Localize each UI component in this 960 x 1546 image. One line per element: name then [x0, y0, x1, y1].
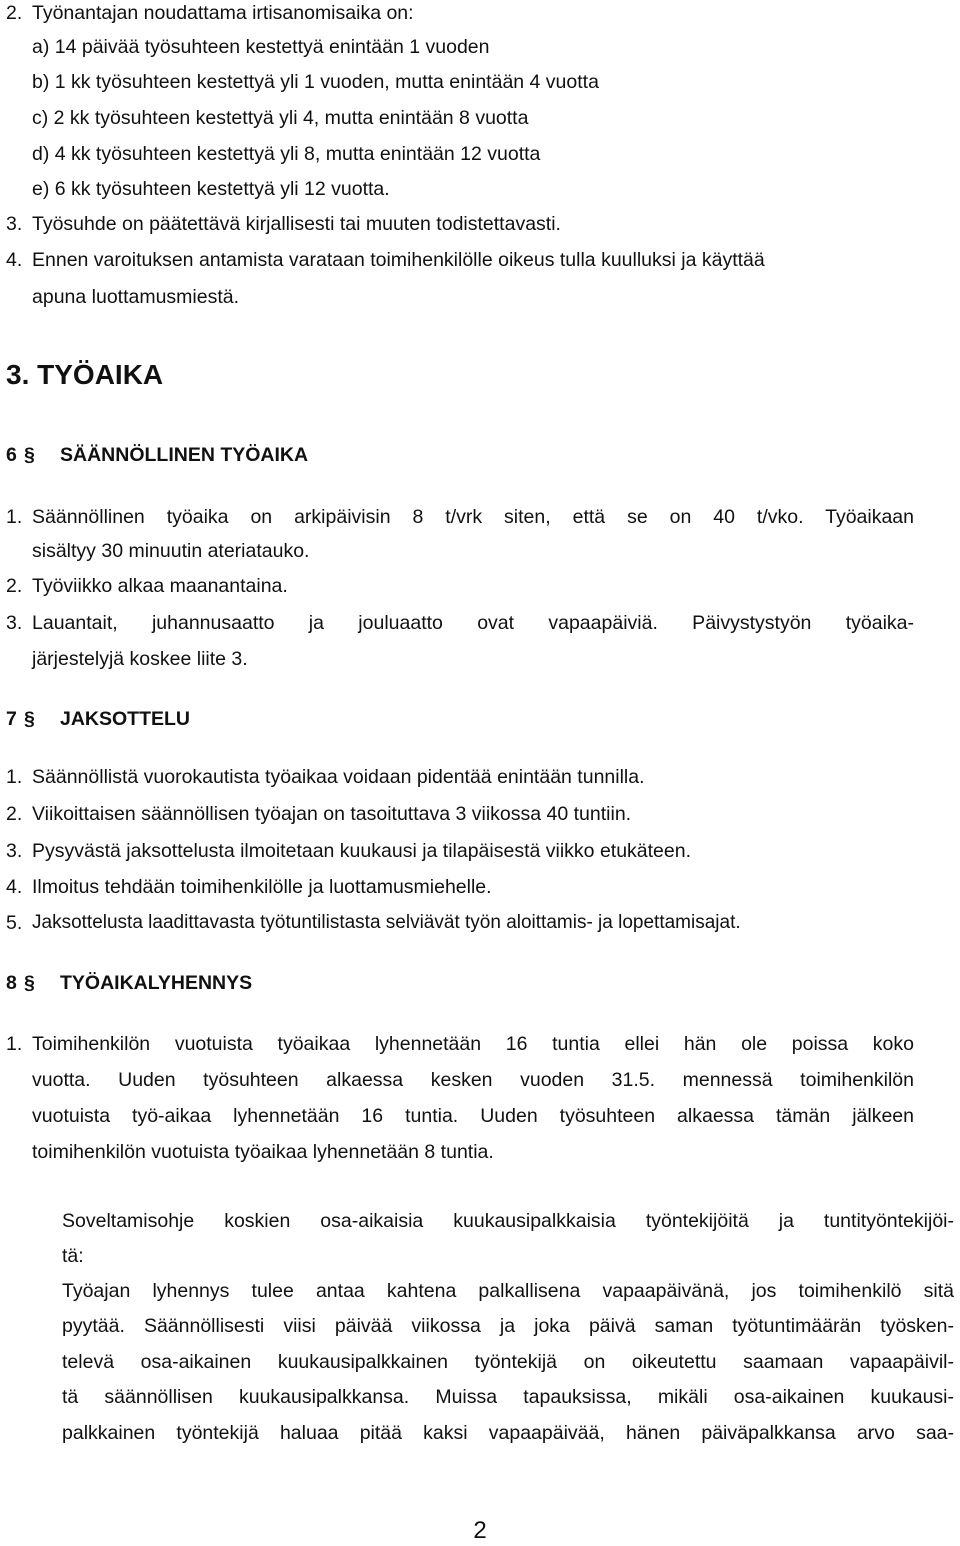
item-text: Lauantait, juhannusaatto ja jouluaatto ovat vapaapäiviä. Päivystystyön työaika-	[32, 612, 914, 634]
item-text: Toimihenkilön vuotuista työaikaa lyhennetään 16 tuntia ellei hän ole poissa koko	[32, 1033, 914, 1055]
section-sign: §	[24, 444, 35, 466]
chapter-title: 3. TYÖAIKA	[6, 359, 164, 390]
item-text	[32, 504, 914, 530]
item-text-continuation: vuotta. Uuden työsuhteen alkaessa kesken vuoden 31.5. mennessä toimihenkilön	[32, 1069, 914, 1091]
guidance-line: Soveltamisohje koskien osa-aikaisia kuukausipalkkaisia työntekijöitä ja tuntityöntekijöi-	[62, 1210, 954, 1232]
option-a: a) 14 päivää työsuhteen kestettyä enintään 1 vuoden	[32, 36, 490, 58]
item-number: 1.	[6, 766, 23, 788]
item-text-continuation: vuotuista työ-aikaa lyhennetään 16 tuntia. Uuden työsuhteen alkaessa tämän jälkeen	[32, 1105, 914, 1127]
item-number: 2.	[6, 803, 23, 825]
item-text: Työnantajan noudattama irtisanomisaika on:	[32, 2, 414, 24]
guidance-line: tä:	[62, 1245, 84, 1267]
guidance-line: pyytää. Säännöllisesti viisi päivää viikossa ja joka päivä saman työtuntimäärän työsken-	[62, 1315, 954, 1337]
item-text: Säännöllistä vuorokautista työaikaa voidaan pidentää enintään tunnilla.	[32, 766, 645, 788]
section-heading-6	[6, 442, 308, 468]
item-number: 2.	[6, 2, 23, 24]
item-number: 3.	[6, 840, 23, 862]
option-e: e) 6 kk työsuhteen kestettyä yli 12 vuotta.	[32, 178, 390, 200]
section-title: SÄÄNNÖLLINEN TYÖAIKA	[60, 444, 309, 466]
option-d: d) 4 kk työsuhteen kestettyä yli 8, mutta enintään 12 vuotta	[32, 143, 541, 165]
item-text-continuation: toimihenkilön vuotuista työaikaa lyhennetään 8 tuntia.	[32, 1141, 494, 1163]
section-heading-8	[6, 970, 252, 996]
guidance-line: palkkainen työntekijä haluaa pitää kaksi vapaapäivää, hänen päiväpalkkansa arvo saa-	[62, 1422, 954, 1444]
section-sign: §	[24, 708, 35, 730]
item-text-continuation: apuna luottamusmiestä.	[32, 286, 240, 308]
section-title: JAKSOTTELU	[60, 708, 191, 730]
item-text: Ennen varoituksen antamista varataan toimihenkilölle oikeus tulla kuulluksi ja käyttää	[32, 249, 765, 271]
item-number: 1.	[6, 506, 23, 528]
option-b: b) 1 kk työsuhteen kestettyä yli 1 vuoden, mutta enintään 4 vuotta	[32, 71, 599, 93]
item-number: 5.	[6, 912, 23, 934]
item-text: Työsuhde on päätettävä kirjallisesti tai muuten todistettavasti.	[32, 213, 561, 235]
section-title: TYÖAIKALYHENNYS	[60, 972, 253, 994]
guidance-line: televä osa-aikainen kuukausipalkkainen työntekijä on oikeutettu saamaan vapaapäivil-	[62, 1351, 954, 1373]
item-number: 1.	[6, 1033, 23, 1055]
item-text: Viikoittaisen säännöllisen työajan on tasoituttava 3 viikossa 40 tuntiin.	[32, 803, 632, 825]
item-number: 3.	[6, 213, 23, 235]
item-text-continuation: järjestelyjä koskee liite 3.	[32, 648, 248, 670]
section-number: 6	[6, 444, 17, 466]
item-number: 4.	[6, 249, 23, 271]
item-number: 4.	[6, 876, 23, 898]
item-number: 2.	[6, 575, 23, 597]
section-heading-7	[6, 706, 190, 732]
item-text: Pysyvästä jaksottelusta ilmoitetaan kuukausi ja tilapäisestä viikko etukäteen.	[32, 840, 692, 862]
item-text: Työviikko alkaa maanantaina.	[32, 575, 288, 597]
section-number: 8	[6, 972, 17, 994]
item-text-continuation: sisältyy 30 minuutin ateriatauko.	[32, 540, 310, 562]
justified-line: Säännöllinen työaika on arkipäivisin 8 t/vrk siten, että se on 40 t/vko. Työaikaan	[32, 506, 914, 528]
item-text: Ilmoitus tehdään toimihenkilölle ja luottamusmiehelle.	[32, 876, 492, 898]
guidance-line: Työajan lyhennys tulee antaa kahtena palkallisena vapaapäivänä, jos toimihenkilö sitä	[62, 1280, 954, 1302]
guidance-line: tä säännöllisen kuukausipalkkansa. Muissa tapauksissa, mikäli osa-aikainen kuukausi-	[62, 1386, 954, 1408]
section-number: 7	[6, 708, 17, 730]
page-number: 2	[473, 1517, 487, 1544]
section-sign: §	[24, 972, 35, 994]
option-c: c) 2 kk työsuhteen kestettyä yli 4, mutta enintään 8 vuotta	[32, 107, 529, 129]
item-number: 3.	[6, 612, 23, 634]
item-text: Jaksottelusta laadittavasta työtuntilistasta selviävät työn aloittamis- ja lopettamisajat.	[32, 912, 741, 933]
